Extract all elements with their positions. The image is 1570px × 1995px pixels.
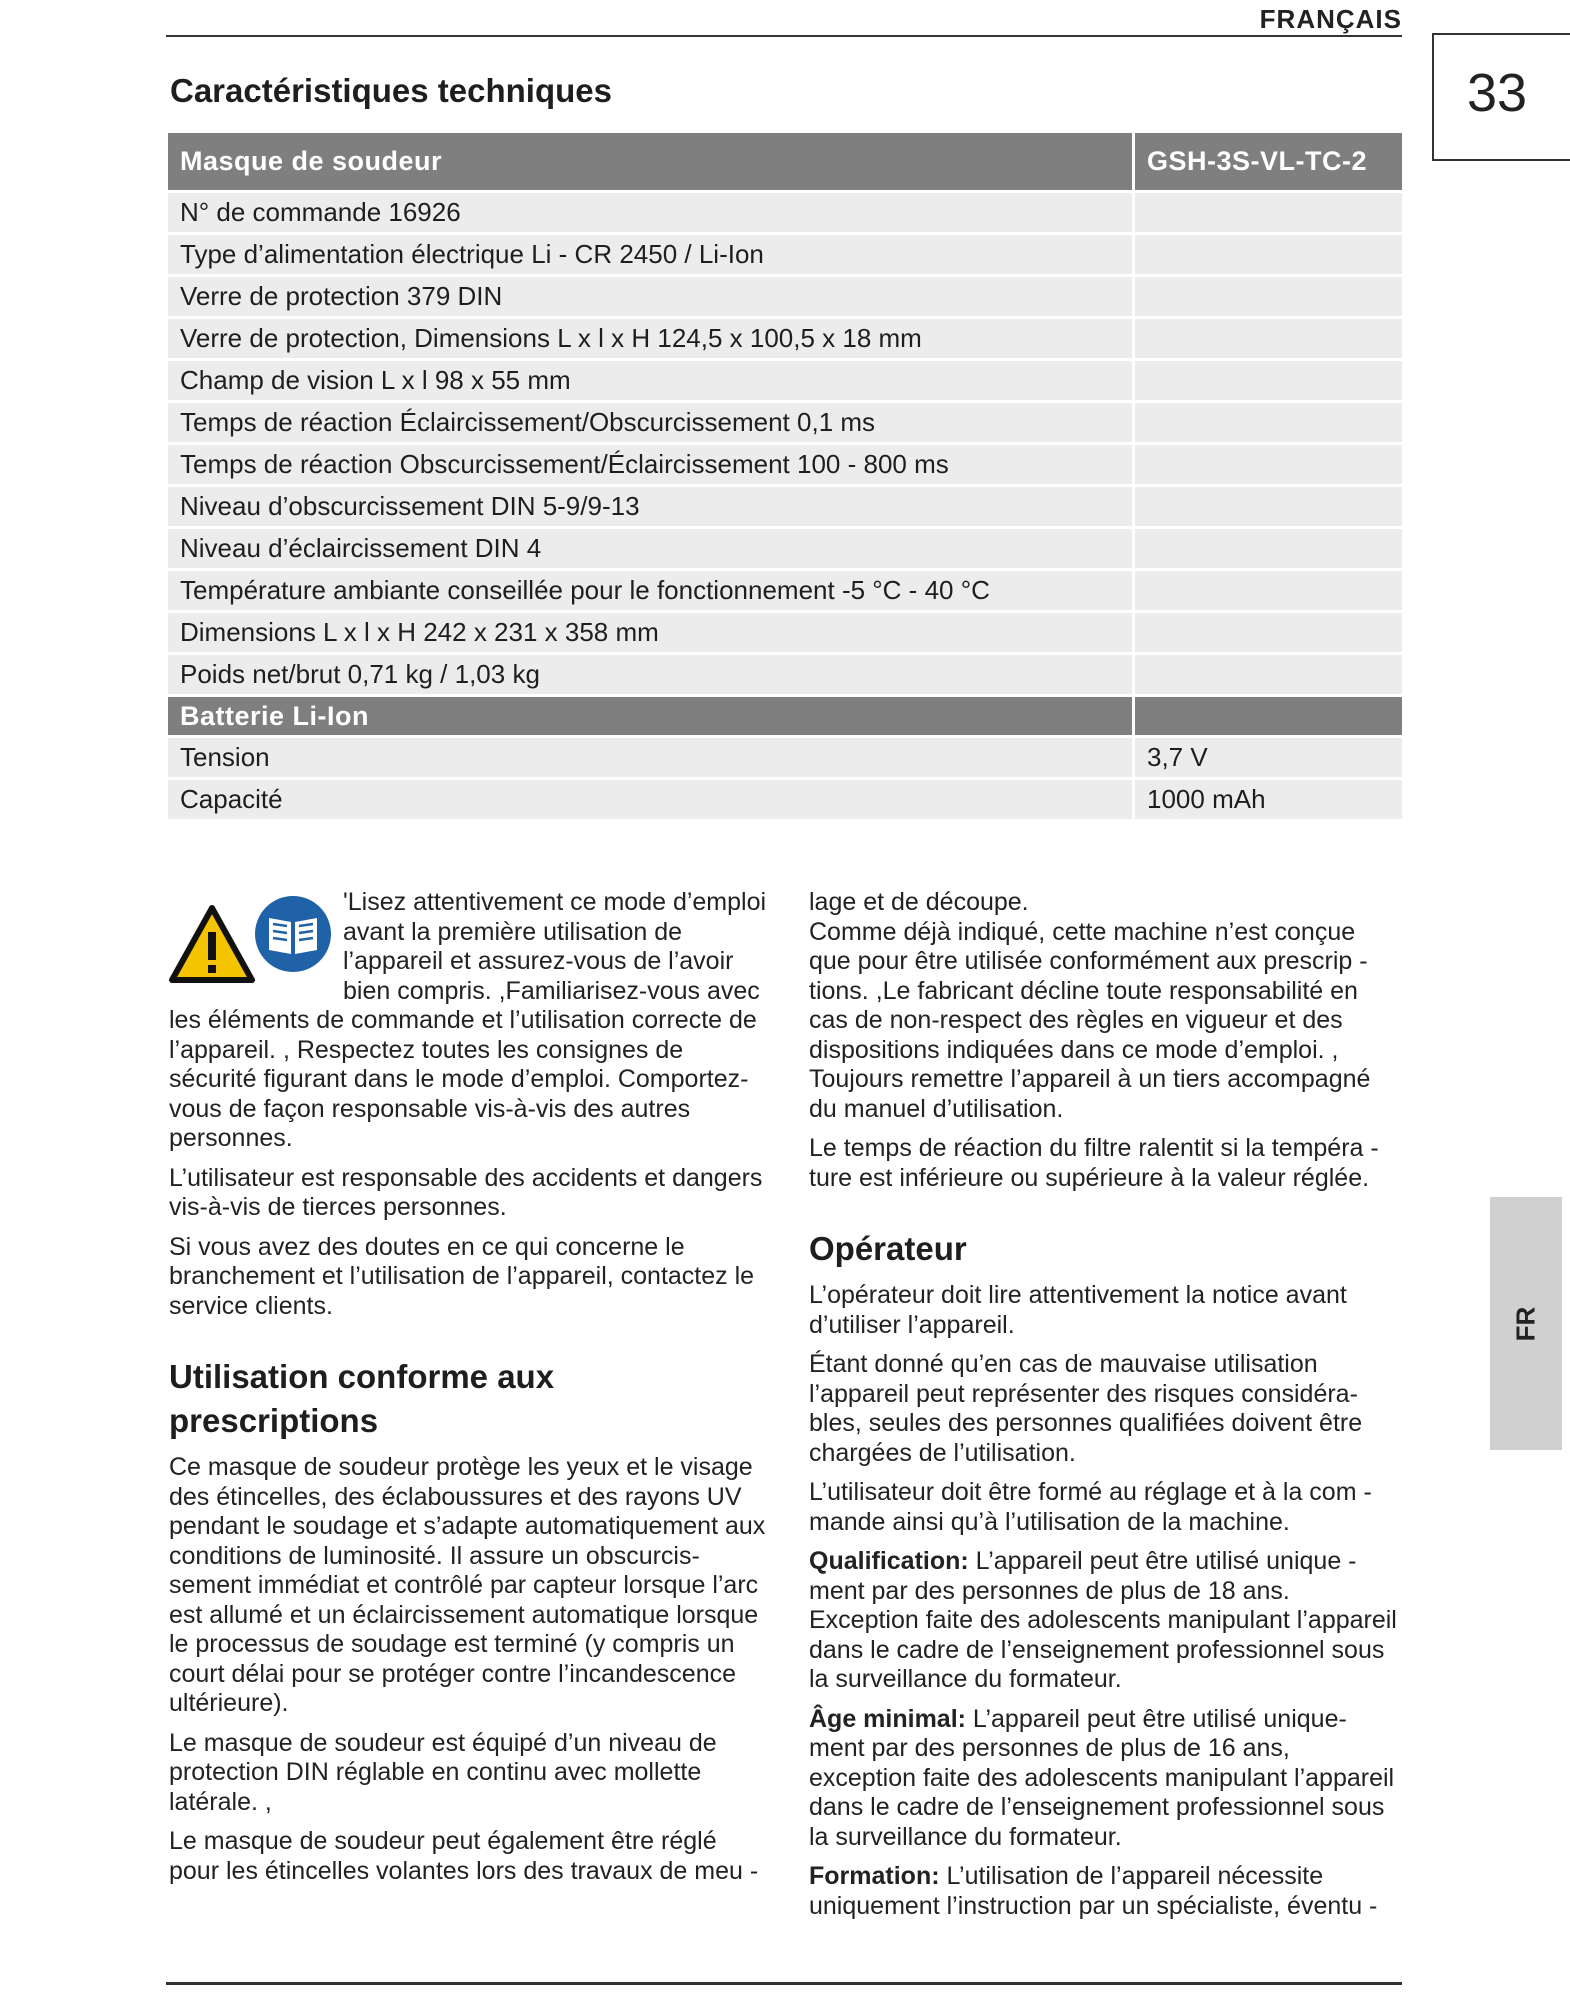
bottom-rule (166, 1982, 1402, 1985)
operator-paragraph: L’opérateur doit lire attentivement la notice avant d’utiliser l’appareil. (809, 1281, 1347, 1339)
sparks-paragraph: Le masque de soudeur peut également être réglé pour les étincelles volantes lors des travaux de meu - (169, 1827, 759, 1885)
row-value: 1000 mAh (1132, 780, 1402, 819)
row-label: Type d’alimentation électrique Li - CR 2450 / Li-Ion (168, 235, 1132, 274)
table-row (168, 780, 1402, 819)
row-label: Température ambiante conseillée pour le fonctionnement -5 °C - 40 °C (168, 571, 1132, 610)
table-row (168, 361, 1402, 400)
qualified-paragraph: Étant donné qu’en cas de mauvaise utilisation l’appareil peut représenter des risques considéra- bles, seules des personnes qualifiées doivent être chargées de l’utilisation. (809, 1350, 1363, 1467)
training-paragraph: L’utilisateur doit être formé au réglage et à la com - mande ainsi qu’à l’utilisation de la machine. (809, 1478, 1372, 1536)
qualification-text: L’appareil peut être utilisé unique - ment par des personnes de plus de 18 ans. Exception faite des adolescents manipulant l’appareil dans le cadre de l’enseignement professionnel sous la surveillance du formateur. (809, 1547, 1397, 1693)
battery-subheader-value (1132, 697, 1402, 735)
row-value (1132, 193, 1402, 232)
table-row (168, 235, 1402, 274)
qualification-label: Qualification: (809, 1547, 969, 1575)
intro-paragraph: 'Lisez attentivement ce mode d’emploi avant la première utilisation de l’appareil et assurez-vous de l’avoir bien compris. ,Familiarisez-vous avec les éléments de commande et l’utilisation correcte de l’appareil. , Respectez toutes les consignes de sécurité figurant dans le mode d’emploi. Comportez-vous de façon responsable vis-à-vis des autres personnes. (169, 888, 767, 1152)
spec-table (168, 130, 1402, 822)
row-value (1132, 277, 1402, 316)
safety-icons (169, 890, 339, 990)
row-value (1132, 529, 1402, 568)
table-row (168, 738, 1402, 777)
filter-paragraph: Le temps de réaction du filtre ralentit si la tempéra - ture est inférieure ou supérieure à la valeur réglée. (809, 1134, 1379, 1192)
usage-paragraph: Ce masque de soudeur protège les yeux et le visage des étincelles, des éclaboussures et des rayons UV pendant le soudage et s’adapte automatiquement aux conditions de luminosité. Il assure un obscurcis-sement immédiat et contrôlé par capteur lorsque l’arc est allumé et un éclaircissement automatique lorsque le processus de soudage est terminé (y compris un court délai pour se protéger contre l’incandescence ultérieure). (169, 1453, 766, 1717)
table-subheader-row (168, 697, 1402, 735)
table-header-model: GSH-3S-VL-TC-2 (1132, 133, 1402, 190)
formation-paragraph (809, 1862, 1399, 1921)
table-row (168, 277, 1402, 316)
row-label: Capacité (168, 780, 1132, 819)
table-header-label: Masque de soudeur (168, 133, 1132, 190)
row-value (1132, 571, 1402, 610)
table-row (168, 193, 1402, 232)
table-row (168, 655, 1402, 694)
table-header-row (168, 133, 1402, 190)
table-row (168, 529, 1402, 568)
row-label: Dimensions L x l x H 242 x 231 x 358 mm (168, 613, 1132, 652)
table-row (168, 319, 1402, 358)
row-value (1132, 445, 1402, 484)
min-age-paragraph (809, 1705, 1399, 1853)
side-tab-label: FR (1510, 1306, 1541, 1341)
section-title: Caractéristiques techniques (170, 72, 612, 109)
min-age-text: L’appareil peut être utilisé unique- ment par des personnes de plus de 16 ans, exception faite des adolescents manipulant l’appareil dans le cadre de l’enseignement professionnel sous la surveillance du formateur. (809, 1704, 1395, 1851)
language-header: FRANÇAIS (1259, 4, 1402, 34)
top-rule (166, 35, 1402, 37)
service-paragraph: Si vous avez des doutes en ce qui concerne le branchement et l’utilisation de l’appareil, contactez le service clients. (169, 1232, 755, 1320)
table-row (168, 487, 1402, 526)
language-side-tab (1490, 1197, 1562, 1450)
conformity-paragraph: Comme déjà indiqué, cette machine n’est conçue que pour être utilisée conformément aux prescrip - tions. ,Le fabricant décline toute responsabilité en cas de non-respect des règles en vigueur et des dispositions indiquées dans ce mode d’emploi. , Toujours remettre l’appareil à un tiers accompagné du manuel d’utilisation. (809, 917, 1371, 1123)
qualification-paragraph (809, 1547, 1399, 1695)
row-label: Temps de réaction Obscurcissement/Éclaircissement 100 - 800 ms (168, 445, 1132, 484)
table-row (168, 571, 1402, 610)
row-value: 3,7 V (1132, 738, 1402, 777)
row-label: Verre de protection 379 DIN (168, 277, 1132, 316)
row-value (1132, 487, 1402, 526)
formation-text: L’utilisation de l’appareil nécessite uniquement l’instruction par un spécialiste, éventu - (809, 1862, 1378, 1920)
row-value (1132, 613, 1402, 652)
table-row (168, 613, 1402, 652)
row-value (1132, 235, 1402, 274)
row-value (1132, 361, 1402, 400)
usage-heading: Utilisation conforme aux prescriptions (169, 1358, 555, 1439)
row-value (1132, 655, 1402, 694)
left-column (169, 888, 769, 1896)
table-row (168, 403, 1402, 442)
battery-subheader: Batterie Li-Ion (168, 697, 1132, 735)
operator-heading: Opérateur (809, 1230, 967, 1267)
read-manual-icon (253, 894, 333, 974)
page-number: 33 (1466, 63, 1528, 123)
table-row (168, 445, 1402, 484)
row-label: Champ de vision L x l 98 x 55 mm (168, 361, 1132, 400)
row-value (1132, 403, 1402, 442)
row-label: Verre de protection, Dimensions L x l x H 124,5 x 100,5 x 18 mm (168, 319, 1132, 358)
cutting-paragraph: lage et de découpe. (809, 888, 1029, 916)
row-label: Temps de réaction Éclaircissement/Obscurcissement 0,1 ms (168, 403, 1132, 442)
min-age-label: Âge minimal: (809, 1704, 966, 1733)
formation-label: Formation: (809, 1862, 940, 1890)
warning-triangle-icon (169, 904, 255, 984)
row-label: Tension (168, 738, 1132, 777)
row-label: Poids net/brut 0,71 kg / 1,03 kg (168, 655, 1132, 694)
row-label: Niveau d’obscurcissement DIN 5-9/9-13 (168, 487, 1132, 526)
row-label: Niveau d’éclaircissement DIN 4 (168, 529, 1132, 568)
responsibility-paragraph: L’utilisateur est responsable des accidents et dangers vis-à-vis de tierces personnes. (169, 1163, 763, 1221)
row-value (1132, 319, 1402, 358)
row-label: N° de commande 16926 (168, 193, 1132, 232)
din-paragraph: Le masque de soudeur est équipé d’un niveau de protection DIN réglable en continu avec mollette latérale. , (169, 1728, 717, 1816)
right-column (809, 888, 1399, 1931)
